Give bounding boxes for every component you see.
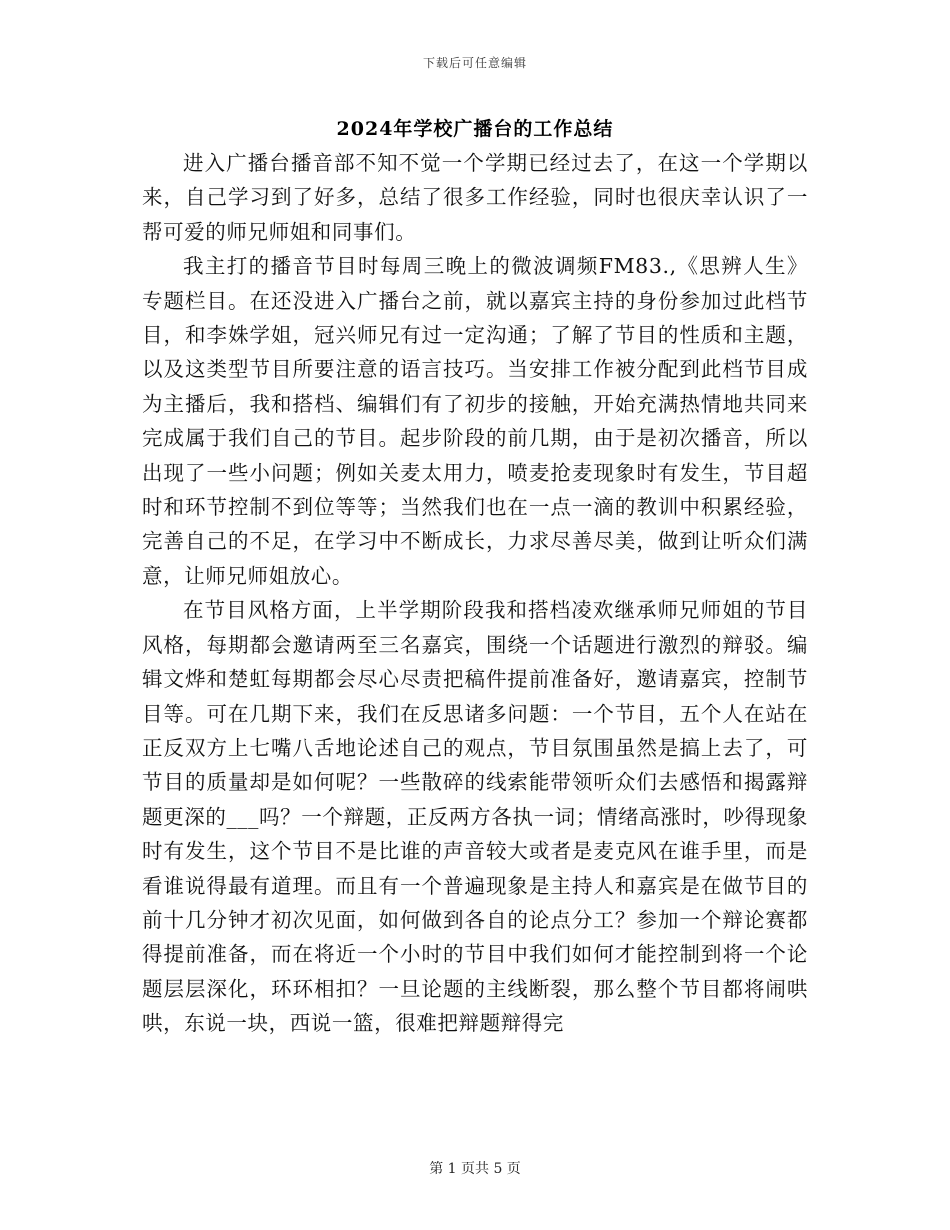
- paragraph: 在节目风格方面，上半学期阶段我和搭档凌欢继承师兄师姐的节目风格，每期都会邀请两至三名嘉宾，围绕一个话题进行激烈的辩驳。编辑文烨和楚虹每期都会尽心尽责把稿件提前准备好，邀请嘉宾，控制节目等。可在几期下来，我们在反思诸多问题：一个节目，五个人在站在正反双方上七嘴八舌地论述自己的观点，节目氛围虽然是搞上去了，可节目的质量却是如何呢？一些散碎的线索能带领听众们去感悟和揭露辩题更深的___吗？一个辩题，正反两方各执一词；情绪高涨时，吵得现象时有发生，这个节目不是比谁的声音较大或者是麦克风在谁手里，而是看谁说得最有道理。而且有一个普遍现象是主持人和嘉宾是在做节目的前十几分钟才初次见面，如何做到各自的论点分工？参加一个辩论赛都得提前准备，而在将近一个小时的节目中我们如何才能控制到将一个论题层层深化，环环相扣？一旦论题的主线断裂，那么整个节目都将闹哄哄，东说一块，西说一篮，很难把辩题辩得完: [142, 598, 808, 1036]
- paragraph: 我主打的播音节目时每周三晚上的微波调频FM83.,《思辨人生》专题栏目。在还没进入广播台之前，就以嘉宾主持的身份参加过此档节目，和李姝学姐，冠兴师兄有过一定沟通；了解了节目的性质和主题，以及这类型节目所要注意的语言技巧。当安排工作被分配到此档节目成为主播后，我和搭档、编辑们有了初步的接触，开始充满热情地共同来完成属于我们自己的节目。起步阶段的前几期，由于是初次播音，所以出现了一些小问题；例如关麦太用力，喷麦抢麦现象时有发生，节目超时和环节控制不到位等等；当然我们也在一点一滴的教训中积累经验，完善自己的不足，在学习中不断成长，力求尽善尽美，做到让听众们满意，让师兄师姐放心。: [142, 254, 808, 588]
- paragraph: 进入广播台播音部不知不觉一个学期已经过去了，在这一个学期以来，自己学习到了好多，总结了很多工作经验，同时也很庆幸认识了一帮可爱的师兄师姐和同事们。: [142, 151, 808, 244]
- header-note: 下载后可任意编辑: [422, 56, 527, 70]
- document-body: [142, 146, 808, 1041]
- document-title: 2024年学校广播台的工作总结: [336, 118, 614, 140]
- page-number: 第 1 页共 5 页: [429, 1161, 521, 1177]
